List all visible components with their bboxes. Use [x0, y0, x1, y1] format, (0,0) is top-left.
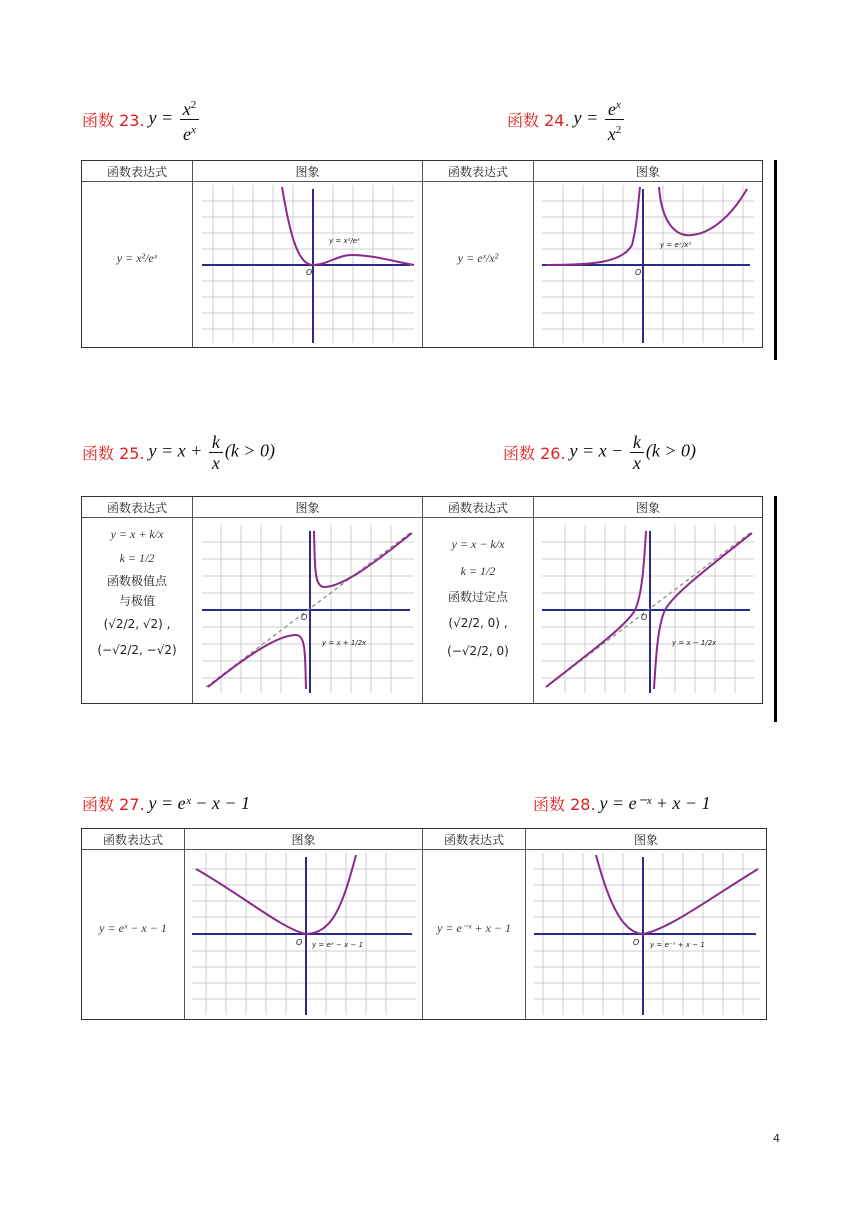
header-expr: 函数表达式	[423, 497, 533, 518]
svg-text:y = eˣ/x²: y = eˣ/x²	[660, 241, 692, 249]
table-expr-24: y = eˣ/x²	[457, 251, 499, 265]
heading-label: 函数 24.	[507, 111, 570, 130]
header-graph: 图象	[193, 497, 422, 518]
extreme-point-2: (−√2/2, −√2)	[97, 643, 177, 657]
header-graph: 图象	[534, 497, 762, 518]
svg-text:y = x + 1/2x: y = x + 1/2x	[322, 639, 367, 647]
heading-formula: y = x − $\frac{k}{x}$ (k > 0)	[569, 432, 696, 473]
fixed-point-2: (−√2/2, 0)	[447, 644, 509, 658]
notes-25	[82, 523, 192, 663]
note-title-2: 与极值	[118, 594, 155, 608]
heading-label: 函数 26.	[503, 444, 566, 463]
svg-text:y = x − 1/2x: y = x − 1/2x	[672, 639, 717, 647]
k-value: k = 1/2	[460, 564, 496, 578]
heading-28	[533, 792, 711, 815]
svg-text:O: O	[635, 268, 642, 277]
svg-text:O: O	[296, 938, 303, 947]
heading-label: 函数 25.	[82, 444, 145, 463]
table-expr-28: y = e⁻ˣ + x − 1	[437, 921, 511, 935]
heading-label: 函数 23.	[82, 111, 145, 130]
heading-27	[82, 792, 250, 815]
note-title: 函数过定点	[447, 590, 508, 604]
graph-26	[542, 525, 754, 693]
header-expr: 函数表达式	[82, 829, 184, 850]
header-graph: 图象	[526, 829, 766, 850]
graph-25	[202, 525, 414, 693]
header-graph: 图象	[185, 829, 422, 850]
svg-text:O: O	[306, 268, 313, 277]
heading-formula: y = $\frac{x^2}{e^x}$	[149, 95, 202, 144]
heading-23	[82, 95, 201, 144]
function-table-23-24	[81, 160, 763, 348]
svg-text:O: O	[641, 613, 648, 622]
header-graph: 图象	[534, 161, 762, 182]
margin-bar	[774, 496, 777, 722]
function-table-25-26	[81, 496, 763, 704]
graph-24	[542, 185, 754, 343]
heading-formula: y = eˣ − x − 1	[148, 793, 251, 813]
extreme-point-1: (√2/2, √2) ,	[103, 617, 171, 631]
svg-text:O: O	[301, 613, 308, 622]
heading-formula: y = x + $\frac{k}{x}$ (k > 0)	[148, 432, 275, 473]
svg-text:y = x²/eˣ: y = x²/eˣ	[329, 237, 361, 245]
fixed-point-1: (√2/2, 0) ,	[448, 616, 508, 630]
heading-label: 函数 27.	[82, 795, 145, 814]
heading-label: 函数 28.	[533, 795, 596, 814]
header-expr: 函数表达式	[423, 161, 533, 182]
table-expr-27: y = eˣ − x − 1	[99, 921, 167, 935]
header-graph: 图象	[193, 161, 422, 182]
note-title: 函数极值点	[106, 574, 167, 588]
svg-text:O: O	[633, 938, 640, 947]
svg-text:y = eˣ − x − 1: y = eˣ − x − 1	[312, 941, 364, 949]
notes-26	[423, 531, 533, 665]
heading-formula: y = $\frac{e^x}{x^2}$	[574, 95, 627, 144]
header-expr: 函数表达式	[82, 497, 192, 518]
page-number: 4	[773, 1132, 780, 1145]
function-table-27-28	[81, 828, 767, 1020]
heading-formula: y = e⁻ˣ + x − 1	[599, 793, 711, 813]
table-expr-23: y = x²/eˣ	[116, 251, 158, 265]
graph-27	[192, 853, 416, 1015]
heading-26	[503, 432, 696, 473]
header-expr: 函数表达式	[82, 161, 192, 182]
k-value: k = 1/2	[119, 551, 155, 565]
graph-23	[202, 185, 414, 343]
heading-25	[82, 432, 275, 473]
table-expr-26: y = x − k/x	[451, 537, 505, 551]
margin-bar	[774, 160, 777, 360]
heading-24	[507, 95, 626, 144]
svg-text:y = e⁻ˣ + x − 1: y = e⁻ˣ + x − 1	[650, 941, 705, 949]
graph-28	[534, 853, 760, 1015]
header-expr: 函数表达式	[423, 829, 525, 850]
table-expr-25: y = x + k/x	[110, 527, 164, 541]
